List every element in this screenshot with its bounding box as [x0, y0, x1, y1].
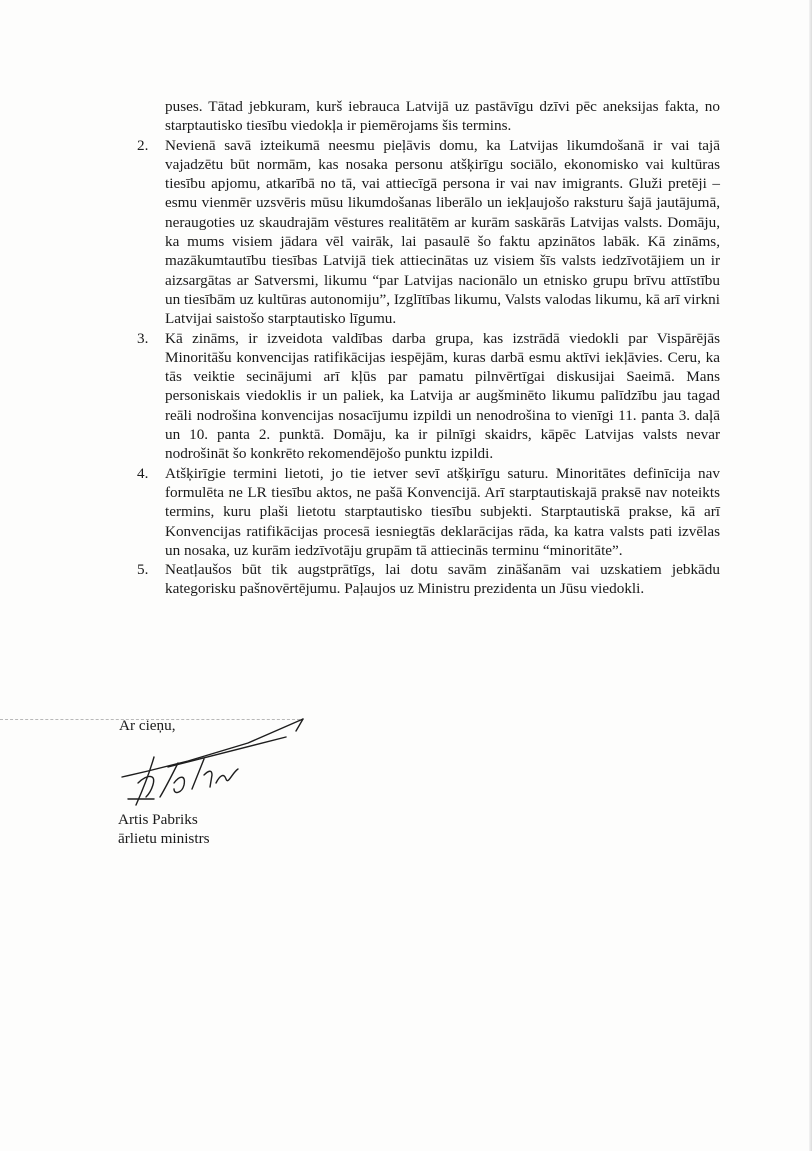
- list-number: 2.: [137, 136, 149, 154]
- list-item-3: [137, 329, 720, 464]
- list-item-text: Kā zināms, ir izveidota valdības darba grupa, kas izstrādā viedokli par Vispārējās Minoritāšu konvencijas ratifikācijas iespējām, kuras darbā esmu aktīvi iekļāvies. Ceru, ka tās veiktie secinājumi arī kļūs par pamatu pilnvērtīgai diskusijai Saeimā. Mans personiskais viedoklis ir un paliek, ka Latvija ar augšminēto likumu palīdzību jau tagad reāli nodrošina konvencijas nosacījumu izpildi un nenodrošina to vienīgi 11. panta 3. daļā un 10. panta 2. punktā. Domāju, ka ir pilnīgi skaidrs, kāpēc Latvijas valsts nevar nodrošināt šo konkrēto rekomendējošo punktu izpildi.: [165, 329, 720, 463]
- continuation-paragraph: puses. Tātad jebkuram, kurš iebrauca Latvijā uz pastāvīgu dzīvi pēc aneksijas fakta, no starptautisko tiesību viedokļa ir piemērojams šis termins.: [165, 98, 720, 135]
- closing-salutation: Ar cieņu,: [119, 717, 176, 734]
- handwritten-signature: [108, 713, 308, 813]
- list-item-2: [137, 136, 720, 329]
- signatory-block: [118, 810, 210, 849]
- signatory-title: ārlietu ministrs: [118, 830, 210, 848]
- list-item-5: [137, 560, 720, 599]
- list-item-text: Atšķirīgie termini lietoti, jo tie ietver sevī atšķirīgu saturu. Minoritātes definīcija nav formulēta ne LR tiesību aktos, ne pašā Konvencijā. Arī starptautiskajā praksē nav noteikts termins, kuru plaši lietotu starptautisko tiesību subjekti. Starptautiskā prakse, kā arī Konvencijas ratifikācijas procesā iesniegtās deklarācijas rāda, ka katra valsts pati izvēlas un nosaka, uz kurām iedzīvotāju grupām tā attiecinās terminu “minoritāte”.: [165, 464, 720, 559]
- list-number: 5.: [137, 561, 149, 579]
- list-item-text: Neatļaušos būt tik augstprātīgs, lai dotu savām zināšanām vai uzskatiem jebkādu kategorisku pašnovērtējumu. Paļaujos uz Ministru prezidenta un Jūsu viedokli.: [165, 561, 720, 598]
- list-item-4: [137, 464, 720, 560]
- list-number: 3.: [137, 329, 149, 347]
- letter-body: [137, 97, 720, 599]
- list-item-text: Nevienā savā izteikumā neesmu pieļāvis domu, ka Latvijas likumdošanā ir vai tajā vajadzētu būt normām, kas nosaka personu atšķirīgu sociālo, ekonomisko vai kultūras tiesību apjomu, atkarībā no tā, vai attiecīgā persona ir vai nav imigrants. Gluži pretēji – esmu vienmēr uzsvēris mūsu likumdošanas liberālo un iekļaujošo raksturu šajā jautājumā, neraugoties uz skaudrajām vēstures realitātēm ar kurām saskārās Latvijas valsts. Domāju, ka mums visiem jādara vēl vairāk, lai pasaulē šo faktu apzinātos labāk. Kā zināms, mazākumtautību tiesības Latvijā tiek attiecinātas uz visiem šīs valsts iedzīvotājiem un ir aizsargātas ar Satversmi, likumu “par Latvijas nacionālo un etnisko grupu brīvu attīstību un tiesībām uz kultūras autonomiju”, Izglītības likumu, Valsts valodas likumu, kā arī virkni Latvijai saistošo starptautisko līgumu.: [165, 136, 720, 328]
- signatory-name: Artis Pabriks: [118, 811, 198, 828]
- list-number: 4.: [137, 464, 149, 482]
